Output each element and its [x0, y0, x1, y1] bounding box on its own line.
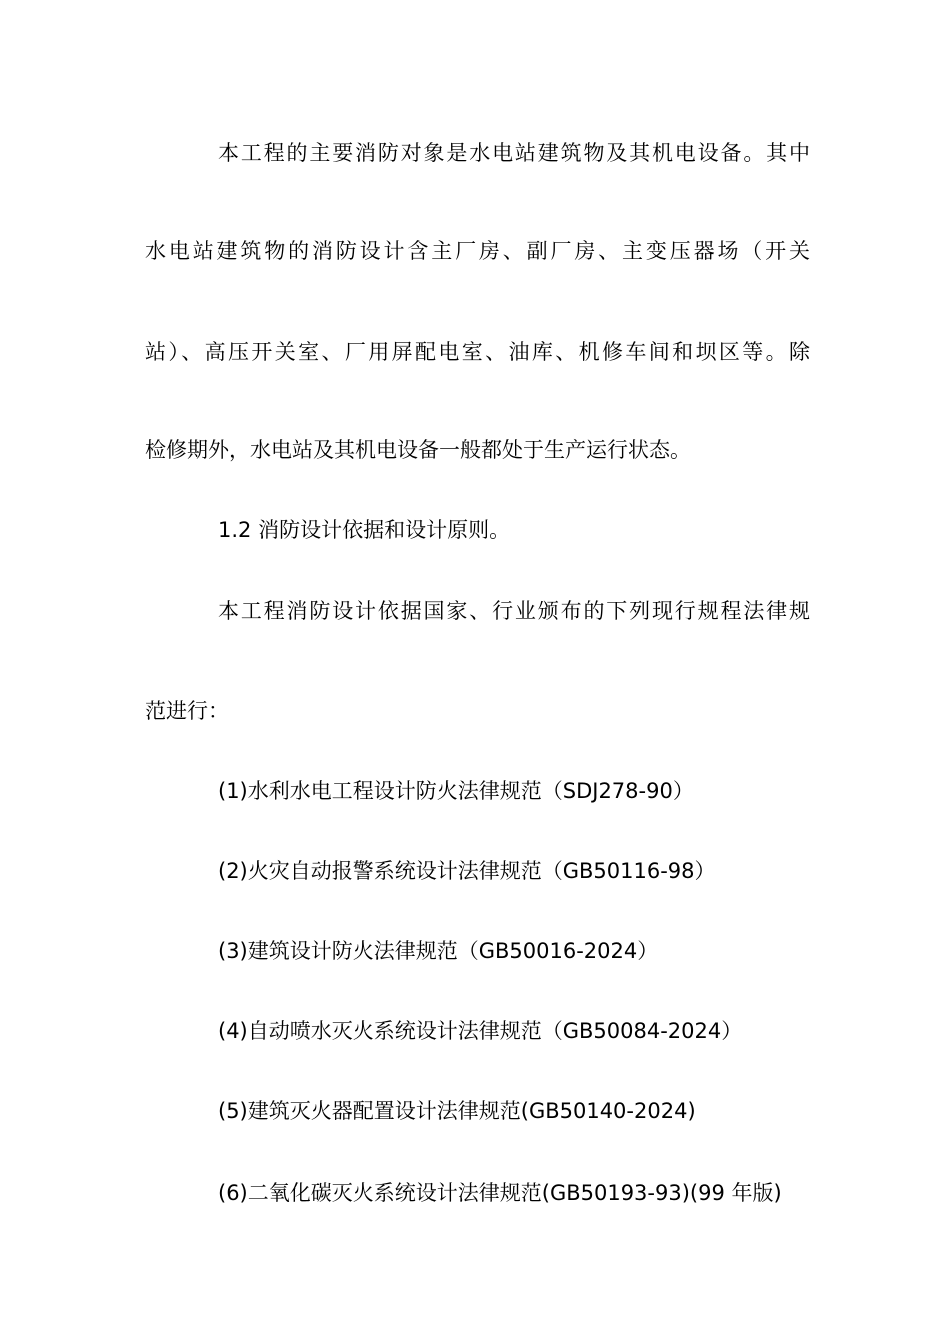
paragraph-1-line-2: 水电站建筑物的消防设计含主厂房、副厂房、主变压器场（开关 [145, 239, 810, 263]
paragraph-1-line-3: 站）、高压开关室、厂用屏配电室、油库、机修车间和坝区等。除 [145, 340, 810, 364]
standard-item-2: (2)火灾自动报警系统设计法律规范（GB50116-98） [218, 859, 716, 883]
paragraph-1-line-4: 检修期外，水电站及其机电设备一般都处于生产运行状态。 [145, 438, 691, 462]
paragraph-1-line-1: 本工程的主要消防对象是水电站建筑物及其机电设备。其中 [218, 141, 810, 165]
standard-item-3: (3)建筑设计防火法律规范（GB50016-2024） [218, 939, 659, 963]
standard-item-4: (4)自动喷水灭火系统设计法律规范（GB50084-2024） [218, 1019, 743, 1043]
standard-item-5: (5)建筑灭火器配置设计法律规范(GB50140-2024) [218, 1099, 696, 1123]
standard-item-6: (6)二氧化碳灭火系统设计法律规范(GB50193-93)(99 年版) [218, 1181, 782, 1205]
paragraph-2-line-1: 本工程消防设计依据国家、行业颁布的下列现行规程法律规 [218, 599, 810, 623]
section-heading: 1.2 消防设计依据和设计原则。 [218, 518, 511, 542]
paragraph-2-line-2: 范进行： [145, 699, 229, 723]
standard-item-1: (1)水利水电工程设计防火法律规范（SDJ278-90） [218, 779, 694, 803]
